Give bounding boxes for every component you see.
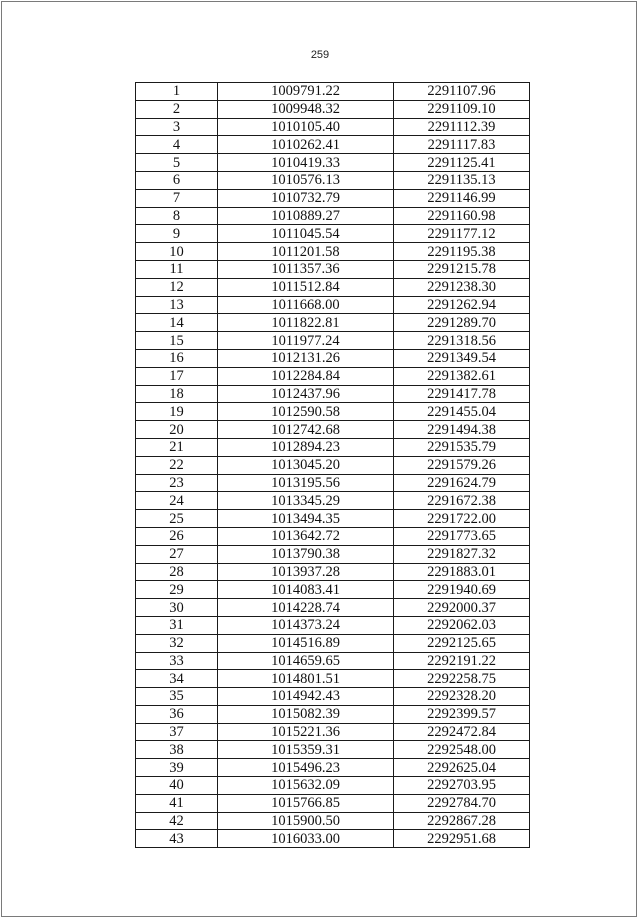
x-coordinate-cell: 1012284.84 (218, 367, 394, 385)
y-coordinate-cell: 2291417.78 (394, 385, 530, 403)
x-coordinate-cell: 1012590.58 (218, 403, 394, 421)
row-number-cell: 13 (136, 296, 218, 314)
y-coordinate-cell: 2291109.10 (394, 100, 530, 118)
row-number-cell: 26 (136, 527, 218, 545)
row-number-cell: 42 (136, 812, 218, 830)
x-coordinate-cell: 1012131.26 (218, 349, 394, 367)
y-coordinate-cell: 2291160.98 (394, 207, 530, 225)
row-number-cell: 40 (136, 777, 218, 795)
table-row (136, 456, 530, 474)
y-coordinate-cell: 2291535.79 (394, 438, 530, 456)
table-row (136, 260, 530, 278)
row-number-cell: 27 (136, 545, 218, 563)
x-coordinate-cell: 1014659.65 (218, 652, 394, 670)
row-number-cell: 41 (136, 794, 218, 812)
row-number-cell: 37 (136, 723, 218, 741)
x-coordinate-cell: 1011512.84 (218, 278, 394, 296)
x-coordinate-cell: 1014801.51 (218, 670, 394, 688)
x-coordinate-cell: 1013345.29 (218, 492, 394, 510)
coordinates-table-body (136, 83, 530, 848)
table-row (136, 616, 530, 634)
row-number-cell: 24 (136, 492, 218, 510)
table-row (136, 723, 530, 741)
x-coordinate-cell: 1013494.35 (218, 510, 394, 528)
row-number-cell: 9 (136, 225, 218, 243)
row-number-cell: 16 (136, 349, 218, 367)
row-number-cell: 28 (136, 563, 218, 581)
table-row (136, 136, 530, 154)
table-row (136, 189, 530, 207)
row-number-cell: 21 (136, 438, 218, 456)
table-row (136, 332, 530, 350)
row-number-cell: 5 (136, 154, 218, 172)
x-coordinate-cell: 1010576.13 (218, 171, 394, 189)
y-coordinate-cell: 2292000.37 (394, 599, 530, 617)
y-coordinate-cell: 2292784.70 (394, 794, 530, 812)
table-row (136, 474, 530, 492)
y-coordinate-cell: 2291579.26 (394, 456, 530, 474)
row-number-cell: 11 (136, 260, 218, 278)
table-row (136, 421, 530, 439)
row-number-cell: 14 (136, 314, 218, 332)
y-coordinate-cell: 2292191.22 (394, 652, 530, 670)
row-number-cell: 6 (136, 171, 218, 189)
y-coordinate-cell: 2291195.38 (394, 243, 530, 261)
table-row (136, 403, 530, 421)
y-coordinate-cell: 2291382.61 (394, 367, 530, 385)
row-number-cell: 36 (136, 705, 218, 723)
row-number-cell: 2 (136, 100, 218, 118)
table-row (136, 296, 530, 314)
x-coordinate-cell: 1012437.96 (218, 385, 394, 403)
row-number-cell: 7 (136, 189, 218, 207)
x-coordinate-cell: 1013195.56 (218, 474, 394, 492)
table-row (136, 705, 530, 723)
table-row (136, 563, 530, 581)
x-coordinate-cell: 1013045.20 (218, 456, 394, 474)
table-row (136, 652, 530, 670)
y-coordinate-cell: 2292125.65 (394, 634, 530, 652)
table-row (136, 225, 530, 243)
row-number-cell: 43 (136, 830, 218, 848)
x-coordinate-cell: 1010105.40 (218, 118, 394, 136)
x-coordinate-cell: 1011822.81 (218, 314, 394, 332)
y-coordinate-cell: 2291125.41 (394, 154, 530, 172)
y-coordinate-cell: 2291624.79 (394, 474, 530, 492)
row-number-cell: 8 (136, 207, 218, 225)
y-coordinate-cell: 2292703.95 (394, 777, 530, 795)
table-row (136, 118, 530, 136)
table-row (136, 100, 530, 118)
row-number-cell: 23 (136, 474, 218, 492)
x-coordinate-cell: 1011668.00 (218, 296, 394, 314)
row-number-cell: 3 (136, 118, 218, 136)
table-row (136, 759, 530, 777)
row-number-cell: 15 (136, 332, 218, 350)
x-coordinate-cell: 1014228.74 (218, 599, 394, 617)
table-row (136, 741, 530, 759)
row-number-cell: 20 (136, 421, 218, 439)
y-coordinate-cell: 2291117.83 (394, 136, 530, 154)
x-coordinate-cell: 1014516.89 (218, 634, 394, 652)
x-coordinate-cell: 1009948.32 (218, 100, 394, 118)
x-coordinate-cell: 1010889.27 (218, 207, 394, 225)
table-row (136, 349, 530, 367)
y-coordinate-cell: 2291135.13 (394, 171, 530, 189)
y-coordinate-cell: 2291215.78 (394, 260, 530, 278)
y-coordinate-cell: 2292328.20 (394, 688, 530, 706)
row-number-cell: 4 (136, 136, 218, 154)
y-coordinate-cell: 2291827.32 (394, 545, 530, 563)
table-row (136, 527, 530, 545)
x-coordinate-cell: 1015082.39 (218, 705, 394, 723)
x-coordinate-cell: 1009791.22 (218, 83, 394, 101)
row-number-cell: 10 (136, 243, 218, 261)
row-number-cell: 12 (136, 278, 218, 296)
row-number-cell: 19 (136, 403, 218, 421)
row-number-cell: 17 (136, 367, 218, 385)
row-number-cell: 18 (136, 385, 218, 403)
y-coordinate-cell: 2292258.75 (394, 670, 530, 688)
y-coordinate-cell: 2292625.04 (394, 759, 530, 777)
y-coordinate-cell: 2292867.28 (394, 812, 530, 830)
row-number-cell: 35 (136, 688, 218, 706)
y-coordinate-cell: 2291494.38 (394, 421, 530, 439)
page-number: 259 (310, 49, 330, 61)
y-coordinate-cell: 2291146.99 (394, 189, 530, 207)
x-coordinate-cell: 1014083.41 (218, 581, 394, 599)
y-coordinate-cell: 2291349.54 (394, 349, 530, 367)
y-coordinate-cell: 2292472.84 (394, 723, 530, 741)
y-coordinate-cell: 2291262.94 (394, 296, 530, 314)
y-coordinate-cell: 2291940.69 (394, 581, 530, 599)
y-coordinate-cell: 2291112.39 (394, 118, 530, 136)
table-row (136, 438, 530, 456)
y-coordinate-cell: 2291883.01 (394, 563, 530, 581)
table-row (136, 492, 530, 510)
table-row (136, 278, 530, 296)
x-coordinate-cell: 1011357.36 (218, 260, 394, 278)
x-coordinate-cell: 1015221.36 (218, 723, 394, 741)
table-row (136, 314, 530, 332)
table-row (136, 510, 530, 528)
y-coordinate-cell: 2292062.03 (394, 616, 530, 634)
row-number-cell: 31 (136, 616, 218, 634)
table-row (136, 812, 530, 830)
x-coordinate-cell: 1013642.72 (218, 527, 394, 545)
table-row (136, 367, 530, 385)
x-coordinate-cell: 1015900.50 (218, 812, 394, 830)
x-coordinate-cell: 1014942.43 (218, 688, 394, 706)
row-number-cell: 25 (136, 510, 218, 528)
table-row (136, 171, 530, 189)
row-number-cell: 1 (136, 83, 218, 101)
table-row (136, 777, 530, 795)
x-coordinate-cell: 1015632.09 (218, 777, 394, 795)
y-coordinate-cell: 2292399.57 (394, 705, 530, 723)
x-coordinate-cell: 1013790.38 (218, 545, 394, 563)
table-row (136, 243, 530, 261)
table-row (136, 545, 530, 563)
y-coordinate-cell: 2291238.30 (394, 278, 530, 296)
table-row (136, 83, 530, 101)
x-coordinate-cell: 1011045.54 (218, 225, 394, 243)
table-row (136, 688, 530, 706)
table-row (136, 599, 530, 617)
x-coordinate-cell: 1010732.79 (218, 189, 394, 207)
table-row (136, 207, 530, 225)
x-coordinate-cell: 1015359.31 (218, 741, 394, 759)
y-coordinate-cell: 2291289.70 (394, 314, 530, 332)
row-number-cell: 34 (136, 670, 218, 688)
y-coordinate-cell: 2292951.68 (394, 830, 530, 848)
table-row (136, 634, 530, 652)
x-coordinate-cell: 1012742.68 (218, 421, 394, 439)
coordinates-table (135, 82, 530, 848)
table-row (136, 830, 530, 848)
table-row (136, 385, 530, 403)
x-coordinate-cell: 1011201.58 (218, 243, 394, 261)
table-row (136, 794, 530, 812)
table-row (136, 154, 530, 172)
y-coordinate-cell: 2291177.12 (394, 225, 530, 243)
x-coordinate-cell: 1010419.33 (218, 154, 394, 172)
y-coordinate-cell: 2291107.96 (394, 83, 530, 101)
y-coordinate-cell: 2291722.00 (394, 510, 530, 528)
y-coordinate-cell: 2292548.00 (394, 741, 530, 759)
table-row (136, 581, 530, 599)
row-number-cell: 39 (136, 759, 218, 777)
x-coordinate-cell: 1015496.23 (218, 759, 394, 777)
row-number-cell: 30 (136, 599, 218, 617)
row-number-cell: 33 (136, 652, 218, 670)
row-number-cell: 22 (136, 456, 218, 474)
y-coordinate-cell: 2291672.38 (394, 492, 530, 510)
x-coordinate-cell: 1012894.23 (218, 438, 394, 456)
y-coordinate-cell: 2291455.04 (394, 403, 530, 421)
y-coordinate-cell: 2291773.65 (394, 527, 530, 545)
table-row (136, 670, 530, 688)
row-number-cell: 38 (136, 741, 218, 759)
y-coordinate-cell: 2291318.56 (394, 332, 530, 350)
x-coordinate-cell: 1015766.85 (218, 794, 394, 812)
x-coordinate-cell: 1013937.28 (218, 563, 394, 581)
row-number-cell: 29 (136, 581, 218, 599)
x-coordinate-cell: 1016033.00 (218, 830, 394, 848)
row-number-cell: 32 (136, 634, 218, 652)
x-coordinate-cell: 1010262.41 (218, 136, 394, 154)
x-coordinate-cell: 1011977.24 (218, 332, 394, 350)
x-coordinate-cell: 1014373.24 (218, 616, 394, 634)
